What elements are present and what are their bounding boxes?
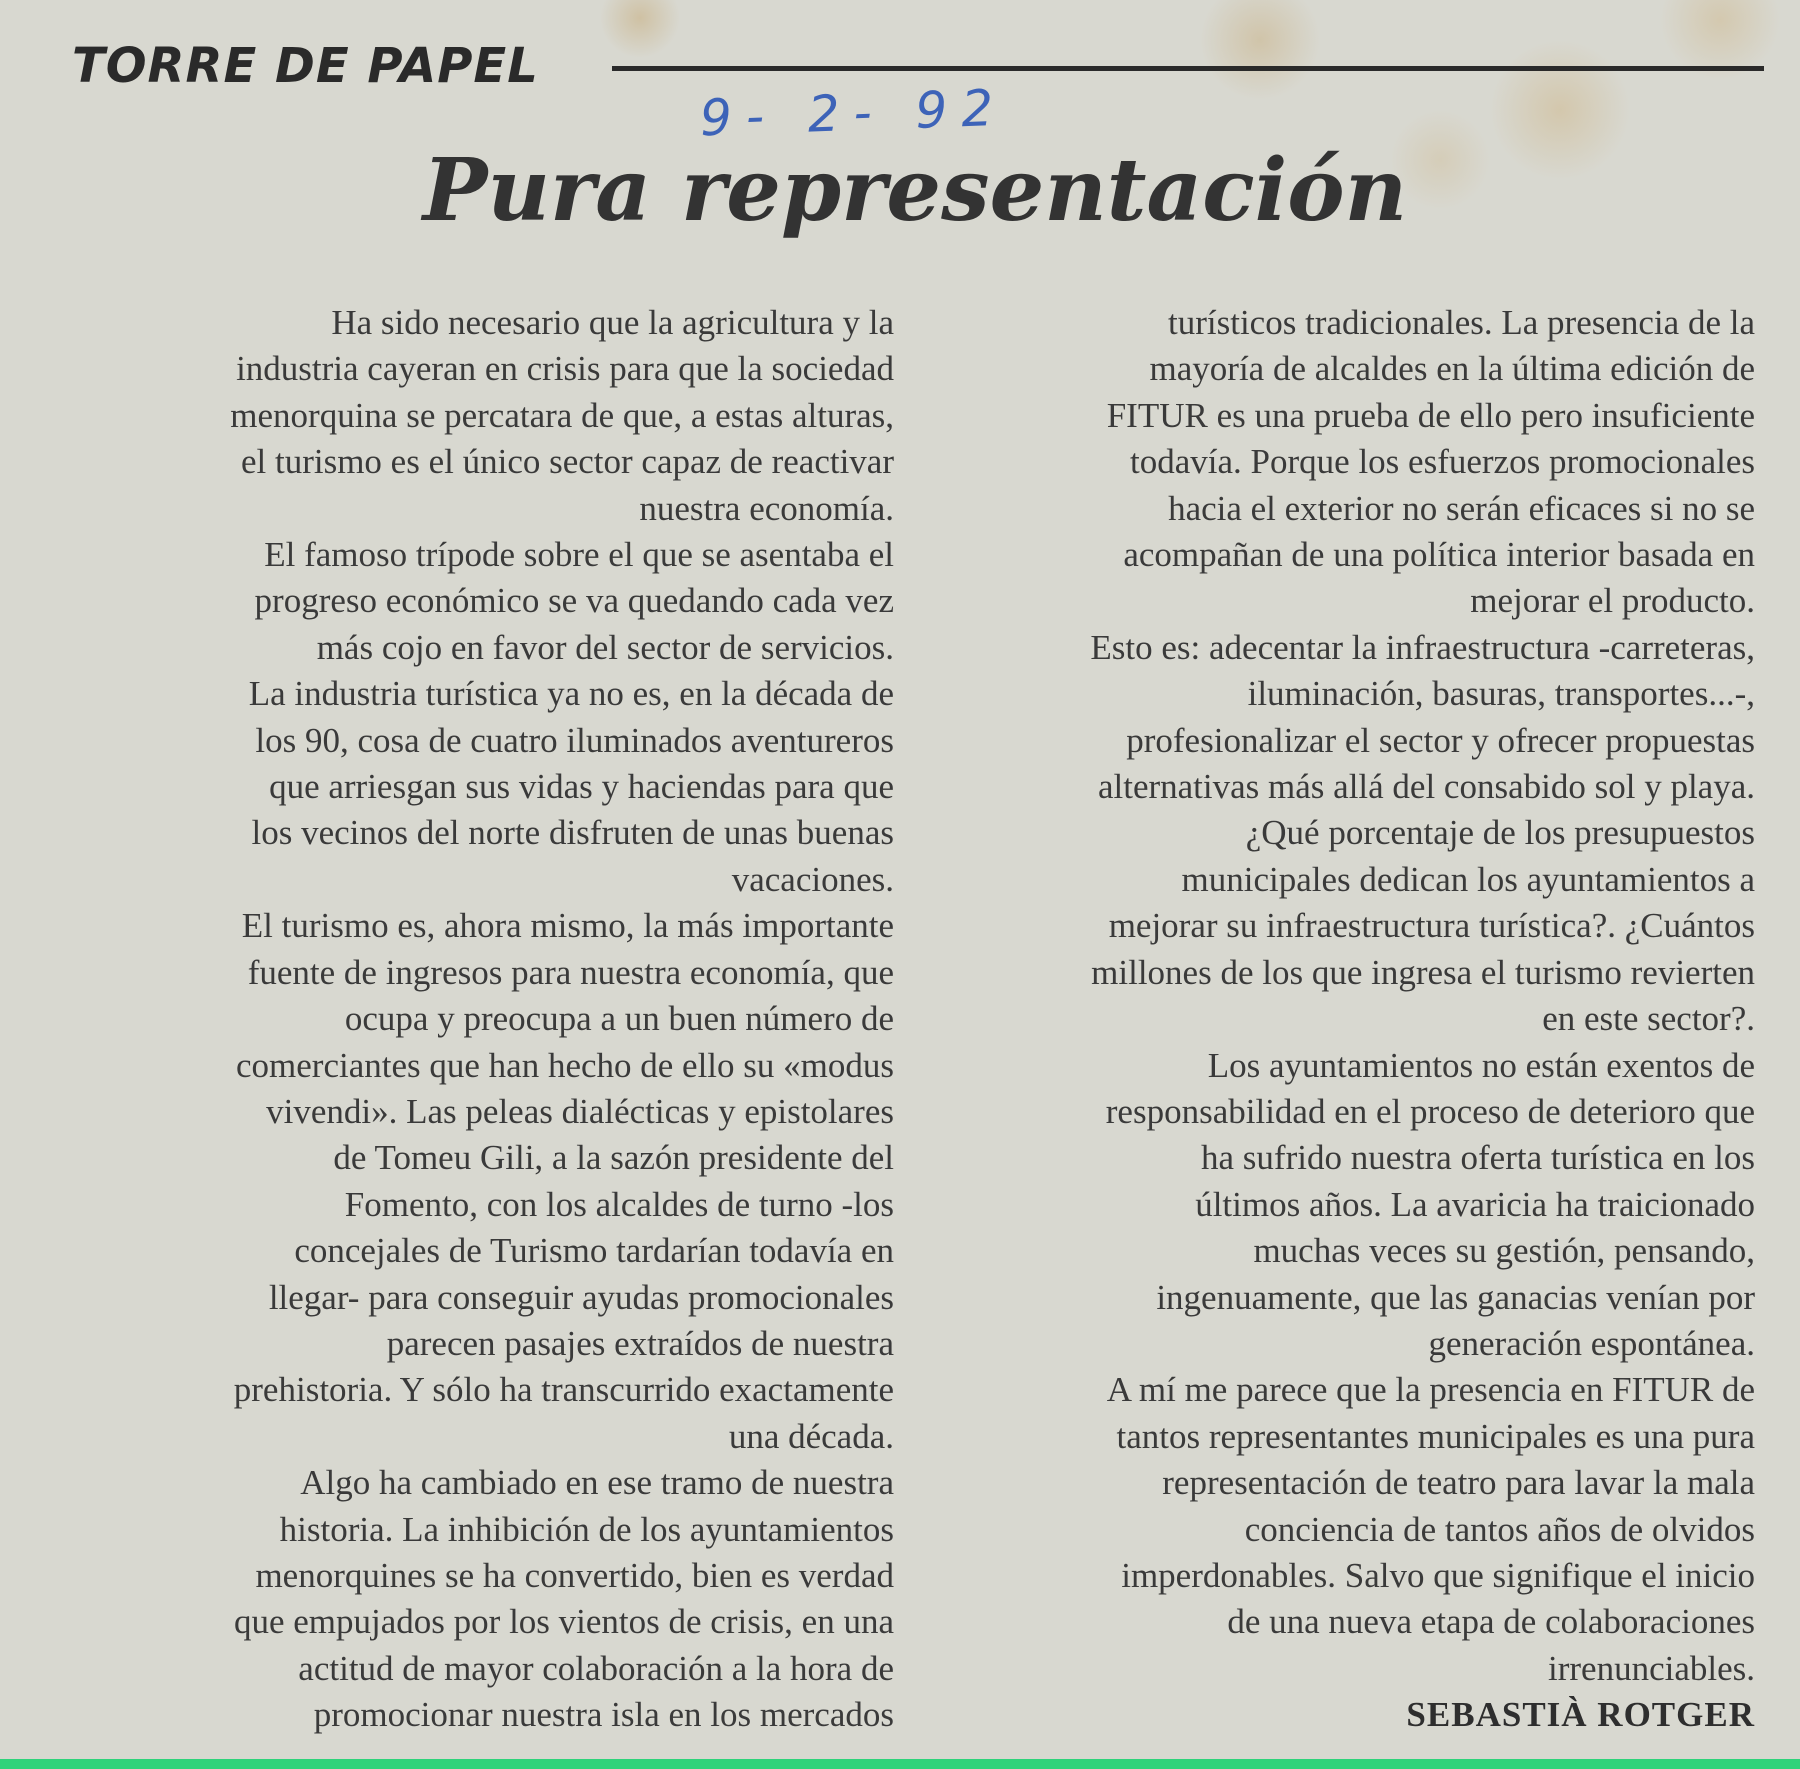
handwritten-date: 9- 2- 92 (699, 78, 1009, 148)
text-line: vacaciones. (731, 859, 894, 899)
text-line: FITUR es una prueba de ello pero insuficiente (1106, 395, 1755, 435)
section-rule-divider (612, 66, 1764, 71)
text-line: municipales dedican los ayuntamientos a (1181, 859, 1755, 899)
text-line: acompañan de una política interior basada en (1123, 535, 1755, 575)
text-line: irrenunciables. (1548, 1648, 1755, 1688)
text-line: los 90, cosa de cuatro iluminados aventureros (255, 720, 894, 760)
text-line: menorquines se ha convertido, bien es verdad (255, 1555, 894, 1595)
text-line: El famoso trípode sobre el que se asentaba el (264, 535, 894, 575)
text-line: últimos años. La avaricia ha traicionado (1195, 1184, 1755, 1224)
text-line: Fomento, con los alcaldes de turno -los (344, 1184, 894, 1224)
text-line: que arriesgan sus vidas y haciendas para que (269, 767, 894, 807)
article-byline: SEBASTIÀ ROTGER (1406, 1695, 1755, 1735)
backing-paper-edge (0, 1759, 1800, 1769)
text-line: fuente de ingresos para nuestra economía, que (247, 952, 894, 992)
text-line: responsabilidad en el proceso de deterioro que (1105, 1091, 1755, 1131)
text-line: una década. (728, 1416, 894, 1456)
text-line: los vecinos del norte disfruten de unas buenas (251, 813, 894, 853)
article-headline: Pura representación (422, 140, 1408, 241)
text-line: muchas veces su gestión, pensando, (1253, 1231, 1755, 1271)
text-line: menorquina se percatara de que, a estas alturas, (230, 395, 894, 435)
text-line: La industria turística ya no es, en la década de (248, 674, 894, 714)
text-line: ha sufrido nuestra oferta turística en los (1201, 1138, 1755, 1178)
text-line: ¿Qué porcentaje de los presupuestos (1245, 813, 1755, 853)
text-line: Algo ha cambiado en ese tramo de nuestra (300, 1463, 894, 1503)
text-line: ocupa y preocupa a un buen número de (344, 999, 894, 1039)
text-line: en este sector?. (1542, 999, 1755, 1039)
text-line: llegar- para conseguir ayudas promocionales (268, 1277, 894, 1317)
text-line: generación espontánea. (1428, 1323, 1755, 1363)
text-line: hacia el exterior no serán eficaces si no se (1168, 488, 1755, 528)
text-line: industria cayeran en crisis para que la sociedad (236, 349, 894, 389)
text-line: conciencia de tantos años de olvidos (1244, 1509, 1755, 1549)
text-line: alternativas más allá del consabido sol y playa. (1097, 767, 1755, 807)
article-right-column (955, 300, 1755, 1739)
text-line: turísticos tradicionales. La presencia de la (1168, 303, 1755, 342)
text-line: mejorar su infraestructura turística?. ¿Cuántos (1108, 906, 1755, 946)
text-line: de una nueva etapa de colaboraciones (1227, 1602, 1755, 1642)
text-line: parecen pasajes extraídos de nuestra (386, 1323, 894, 1363)
text-line: profesionalizar el sector y ofrecer propuestas (1126, 720, 1755, 760)
text-line: historia. La inhibición de los ayuntamientos (279, 1509, 894, 1549)
text-line: que empujados por los vientos de crisis, en una (233, 1602, 894, 1642)
text-line: El turismo es, ahora mismo, la más importante (241, 906, 894, 946)
text-line: A mí me parece que la presencia en FITUR de (1106, 1370, 1755, 1410)
text-line: mayoría de alcaldes en la última edición de (1149, 349, 1755, 389)
text-line: tantos representantes municipales es una pura (1116, 1416, 1755, 1456)
article-left-column (90, 300, 894, 1739)
text-line: comerciantes que han hecho de ello su «modus (236, 1045, 894, 1085)
text-line: promocionar nuestra isla en los mercados (313, 1695, 894, 1735)
text-line: el turismo es el único sector capaz de reactivar (240, 442, 894, 482)
text-line: Esto es: adecentar la infraestructura -carreteras, (1090, 627, 1755, 667)
text-line: actitud de mayor colaboración a la hora de (298, 1648, 894, 1688)
text-line: prehistoria. Y sólo ha transcurrido exactamente (233, 1370, 894, 1410)
text-line: Ha sido necesario que la agricultura y la (331, 303, 894, 342)
text-line: más cojo en favor del sector de servicios. (316, 627, 894, 667)
text-line: mejorar el producto. (1470, 581, 1755, 621)
text-line: iluminación, basuras, transportes...-, (1247, 674, 1755, 714)
section-label: TORRE DE PAPEL (72, 38, 539, 94)
text-line: imperdonables. Salvo que signifique el inicio (1121, 1555, 1755, 1595)
text-line: vivendi». Las peleas dialécticas y epistolares (266, 1091, 894, 1131)
text-line: representación de teatro para lavar la mala (1162, 1463, 1755, 1503)
text-line: todavía. Porque los esfuerzos promocionales (1130, 442, 1755, 482)
text-line: concejales de Turismo tardarían todavía en (294, 1231, 894, 1271)
text-line: millones de los que ingresa el turismo revierten (1091, 952, 1755, 992)
text-line: progreso económico se va quedando cada vez (254, 581, 894, 621)
text-line: de Tomeu Gili, a la sazón presidente del (333, 1138, 894, 1178)
text-line: ingenuamente, que las ganacias venían por (1156, 1277, 1755, 1317)
text-line: Los ayuntamientos no están exentos de (1207, 1045, 1755, 1085)
text-line: nuestra economía. (639, 488, 894, 528)
